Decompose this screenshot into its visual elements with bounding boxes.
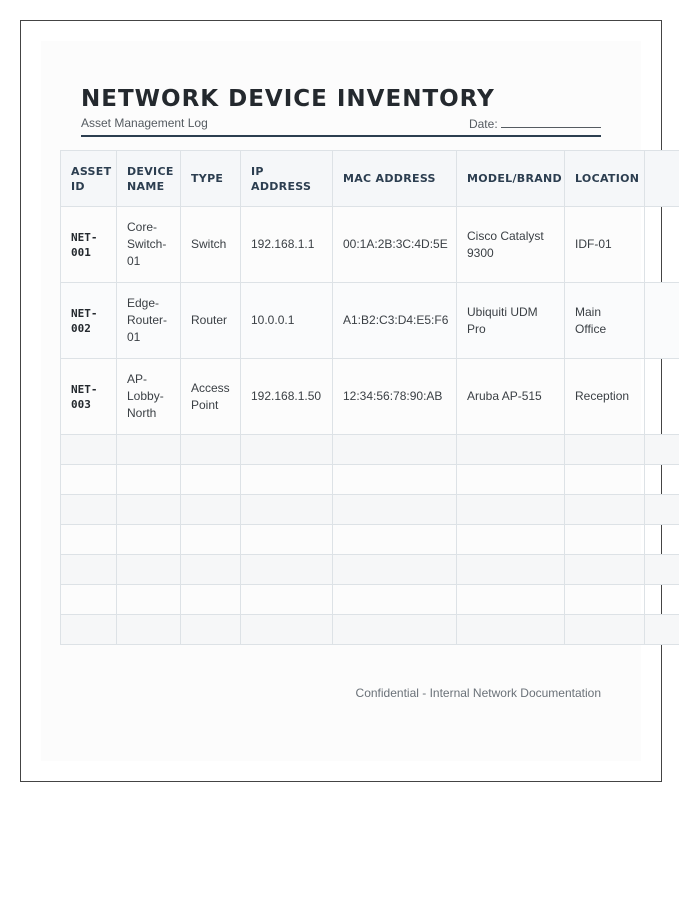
empty-cell[interactable] [565, 615, 645, 645]
empty-cell[interactable] [181, 435, 241, 465]
ip-address-cell: 192.168.1.1 [241, 207, 333, 283]
empty-cell[interactable] [117, 435, 181, 465]
document-subtitle: Asset Management Log [81, 116, 208, 130]
type-cell: Access Point [181, 359, 241, 435]
device-name-cell: Core-Switch-01 [117, 207, 181, 283]
empty-cell[interactable] [241, 555, 333, 585]
date-blank-line [501, 116, 601, 128]
truncated-cell [645, 283, 680, 359]
column-header-truncated [645, 151, 680, 207]
empty-cell[interactable] [61, 615, 117, 645]
empty-cell[interactable] [181, 465, 241, 495]
empty-cell[interactable] [241, 585, 333, 615]
empty-cell[interactable] [61, 525, 117, 555]
empty-cell[interactable] [241, 525, 333, 555]
table-row [61, 283, 680, 359]
empty-cell[interactable] [181, 585, 241, 615]
empty-table-row [61, 495, 680, 525]
empty-cell[interactable] [457, 615, 565, 645]
asset-id-cell: NET-003 [61, 359, 117, 435]
column-header-model-brand: MODEL/BRAND [457, 151, 565, 207]
empty-cell[interactable] [645, 525, 680, 555]
empty-cell[interactable] [457, 525, 565, 555]
empty-cell[interactable] [241, 465, 333, 495]
empty-cell[interactable] [241, 615, 333, 645]
header-divider [81, 135, 601, 137]
empty-cell[interactable] [333, 525, 457, 555]
empty-cell[interactable] [61, 435, 117, 465]
empty-cell[interactable] [117, 465, 181, 495]
empty-cell[interactable] [457, 585, 565, 615]
inventory-table [60, 150, 679, 645]
asset-id-cell: NET-002 [61, 283, 117, 359]
empty-cell[interactable] [181, 555, 241, 585]
empty-cell[interactable] [117, 555, 181, 585]
truncated-cell [645, 359, 680, 435]
inventory-table-wrapper [60, 150, 679, 645]
table-row [61, 359, 680, 435]
empty-cell[interactable] [181, 615, 241, 645]
empty-table-row [61, 585, 680, 615]
empty-cell[interactable] [333, 465, 457, 495]
empty-cell[interactable] [333, 585, 457, 615]
empty-cell[interactable] [457, 435, 565, 465]
table-row [61, 207, 680, 283]
empty-cell[interactable] [241, 435, 333, 465]
empty-table-row [61, 615, 680, 645]
type-cell: Router [181, 283, 241, 359]
empty-cell[interactable] [333, 435, 457, 465]
mac-address-cell: A1:B2:C3:D4:E5:F6 [333, 283, 457, 359]
empty-cell[interactable] [645, 555, 680, 585]
empty-cell[interactable] [61, 465, 117, 495]
empty-cell[interactable] [645, 585, 680, 615]
empty-cell[interactable] [117, 495, 181, 525]
empty-cell[interactable] [181, 495, 241, 525]
empty-table-row [61, 525, 680, 555]
empty-cell[interactable] [117, 585, 181, 615]
ip-address-cell: 192.168.1.50 [241, 359, 333, 435]
column-header-location: LOCATION [565, 151, 645, 207]
empty-cell[interactable] [565, 465, 645, 495]
empty-table-row [61, 555, 680, 585]
confidential-footer: Confidential - Internal Network Documentation [355, 686, 601, 700]
empty-cell[interactable] [61, 495, 117, 525]
column-header-type: TYPE [181, 151, 241, 207]
empty-cell[interactable] [565, 495, 645, 525]
empty-cell[interactable] [645, 465, 680, 495]
ip-address-cell: 10.0.0.1 [241, 283, 333, 359]
location-cell: Main Office [565, 283, 645, 359]
empty-cell[interactable] [457, 495, 565, 525]
date-field[interactable] [469, 116, 601, 131]
empty-cell[interactable] [645, 495, 680, 525]
empty-cell[interactable] [565, 525, 645, 555]
empty-cell[interactable] [565, 585, 645, 615]
mac-address-cell: 12:34:56:78:90:AB [333, 359, 457, 435]
empty-cell[interactable] [457, 555, 565, 585]
empty-cell[interactable] [117, 615, 181, 645]
empty-cell[interactable] [61, 555, 117, 585]
empty-cell[interactable] [333, 615, 457, 645]
empty-cell[interactable] [565, 555, 645, 585]
date-label: Date: [468, 117, 498, 131]
column-header-device-name: DEVICE NAME [117, 151, 181, 207]
document-title: NETWORK DEVICE INVENTORY [81, 86, 495, 112]
document-header [81, 85, 601, 137]
device-name-cell: Edge-Router-01 [117, 283, 181, 359]
type-cell: Switch [181, 207, 241, 283]
location-cell: Reception [565, 359, 645, 435]
empty-cell[interactable] [241, 495, 333, 525]
column-header-ip-address: IP ADDRESS [241, 151, 333, 207]
empty-cell[interactable] [457, 465, 565, 495]
empty-cell[interactable] [181, 525, 241, 555]
model-brand-cell: Cisco Catalyst 9300 [457, 207, 565, 283]
empty-cell[interactable] [645, 435, 680, 465]
asset-id-cell: NET-001 [61, 207, 117, 283]
column-header-mac-address: MAC ADDRESS [333, 151, 457, 207]
empty-cell[interactable] [645, 615, 680, 645]
table-header-row [61, 151, 680, 207]
device-name-cell: AP-Lobby-North [117, 359, 181, 435]
column-header-asset-id: ASSET ID [61, 151, 117, 207]
empty-cell[interactable] [61, 585, 117, 615]
empty-cell[interactable] [333, 555, 457, 585]
empty-cell[interactable] [565, 435, 645, 465]
truncated-cell [645, 207, 680, 283]
model-brand-cell: Ubiquiti UDM Pro [457, 283, 565, 359]
model-brand-cell: Aruba AP-515 [457, 359, 565, 435]
empty-table-row [61, 465, 680, 495]
empty-cell[interactable] [117, 525, 181, 555]
location-cell: IDF-01 [565, 207, 645, 283]
empty-cell[interactable] [333, 495, 457, 525]
mac-address-cell: 00:1A:2B:3C:4D:5E [333, 207, 457, 283]
empty-table-row [61, 435, 680, 465]
subtitle-row [81, 116, 601, 132]
